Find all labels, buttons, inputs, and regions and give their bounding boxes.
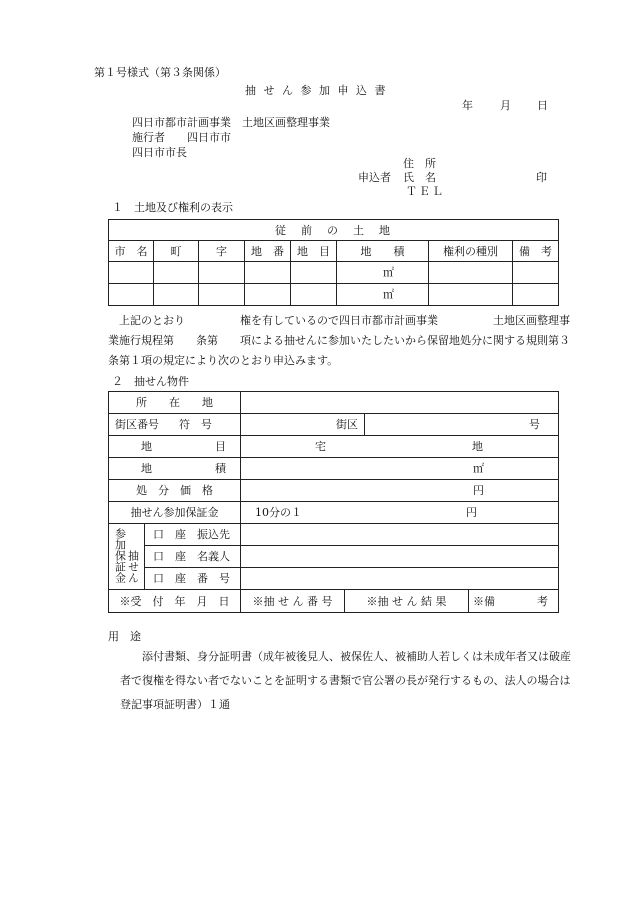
table-row xyxy=(109,284,559,306)
section2-heading: ２ 抽せん物件 xyxy=(112,375,189,388)
lottery-property-table xyxy=(108,391,559,613)
block-number-label: 街区番号 xyxy=(115,418,159,431)
land-category-cell xyxy=(109,436,241,458)
price-yen: 円 xyxy=(473,484,484,497)
block-label: 街区 xyxy=(241,414,365,436)
area-unit-2: ㎡ xyxy=(473,462,484,475)
location-label: 所 在 地 xyxy=(109,392,241,414)
area-left: 地 xyxy=(141,462,152,475)
deposit-ratio: 10分の１ xyxy=(255,506,302,519)
land-category-value-cell xyxy=(241,436,559,458)
col-right-type: 権利の種別 xyxy=(429,241,513,262)
document-title: 抽 せ ん 参 加 申 込 書 xyxy=(245,84,388,97)
number-label: 号 xyxy=(365,414,559,436)
land-category-right: 目 xyxy=(215,440,226,453)
applicant-label: 申込者 xyxy=(358,171,391,184)
addressee-mayor: 四日市市長 xyxy=(132,146,187,159)
area-cell xyxy=(109,458,241,480)
account-number-label: 口 座 番 号 xyxy=(145,568,241,590)
col-city: 市 名 xyxy=(109,241,154,262)
area-unit: ㎡ xyxy=(383,288,394,301)
price-value-cell xyxy=(241,480,559,502)
prior-land-title: 従 前 の 土 地 xyxy=(109,220,559,241)
date-day-label: 日 xyxy=(537,99,548,112)
addressee-project: 四日市都市計画事業 土地区画整理事業 xyxy=(132,116,330,129)
lottery-result-label: ※抽 せ ん 結 果 xyxy=(345,590,469,613)
land-value-1: 宅 xyxy=(315,440,326,453)
col-remarks: 備 考 xyxy=(513,241,559,262)
deposit-vertical-label xyxy=(109,524,145,590)
applicant-address-label: 住 所 xyxy=(403,157,436,170)
form-number: 第１号様式（第３条関係） xyxy=(94,66,226,79)
block-number-cell xyxy=(109,414,241,436)
seal-label: 印 xyxy=(536,171,547,184)
col-lot-number: 地 番 xyxy=(245,241,291,262)
received-date-label: ※受 付 年 月 日 xyxy=(109,590,241,613)
area-unit: ㎡ xyxy=(383,266,394,279)
date-month-label: 月 xyxy=(500,99,511,112)
date-year-label: 年 xyxy=(462,99,473,112)
remarks-cell xyxy=(469,590,559,613)
deposit-yen: 円 xyxy=(466,506,477,519)
area-value-cell xyxy=(241,458,559,480)
account-holder-label: 口 座 名義人 xyxy=(145,546,241,568)
land-value-2: 地 xyxy=(472,440,483,453)
applicant-name-label: 氏 名 xyxy=(403,171,436,184)
col-town: 町 xyxy=(154,241,199,262)
deposit-value-cell xyxy=(241,502,559,524)
addressee-operator: 施行者 四日市市 xyxy=(132,131,231,144)
remarks-end: 考 xyxy=(537,594,548,608)
area-right: 積 xyxy=(215,462,226,475)
section1-heading: １ 土地及び権利の表示 xyxy=(112,201,233,214)
vertical-label-2: 参加保証金 xyxy=(113,527,127,583)
land-category-left: 地 xyxy=(141,440,152,453)
price-label: 処 分 価 格 xyxy=(109,480,241,502)
usage-heading: 用 途 xyxy=(108,630,141,643)
col-land-category: 地 目 xyxy=(291,241,337,262)
prior-land-table xyxy=(108,219,559,306)
table-row xyxy=(109,262,559,284)
application-statement: 上記のとおり 権を有しているので四日市都市計画事業 土地区画整理事業施行規程第 条第 項による抽せんに参加いたしたいから保留地処分に関する規則第３条第１項の規定により次のとおり申込みます。 xyxy=(108,314,570,367)
col-area: 地 積 xyxy=(337,241,429,262)
symbol-label: 符 号 xyxy=(179,418,212,431)
account-bank-label: 口 座 振込先 xyxy=(145,524,241,546)
lottery-number-label: ※抽 せ ん 番 号 xyxy=(241,590,345,613)
col-aza: 字 xyxy=(199,241,245,262)
applicant-tel-label: ＴＥＬ xyxy=(406,185,445,198)
vertical-label-1: 抽せん xyxy=(126,549,140,583)
remarks-mark: ※備 xyxy=(473,594,495,608)
attachment-note: 添付書類、身分証明書（成年被後見人、被保佐人、被補助人若しくは未成年者又は破産者で復権を得ない者でないことを証明する書類で官公署の長が発行するもの、法人の場合は登記事項証明書）１通 xyxy=(120,650,571,711)
deposit-label: 抽せん参加保証金 xyxy=(109,502,241,524)
